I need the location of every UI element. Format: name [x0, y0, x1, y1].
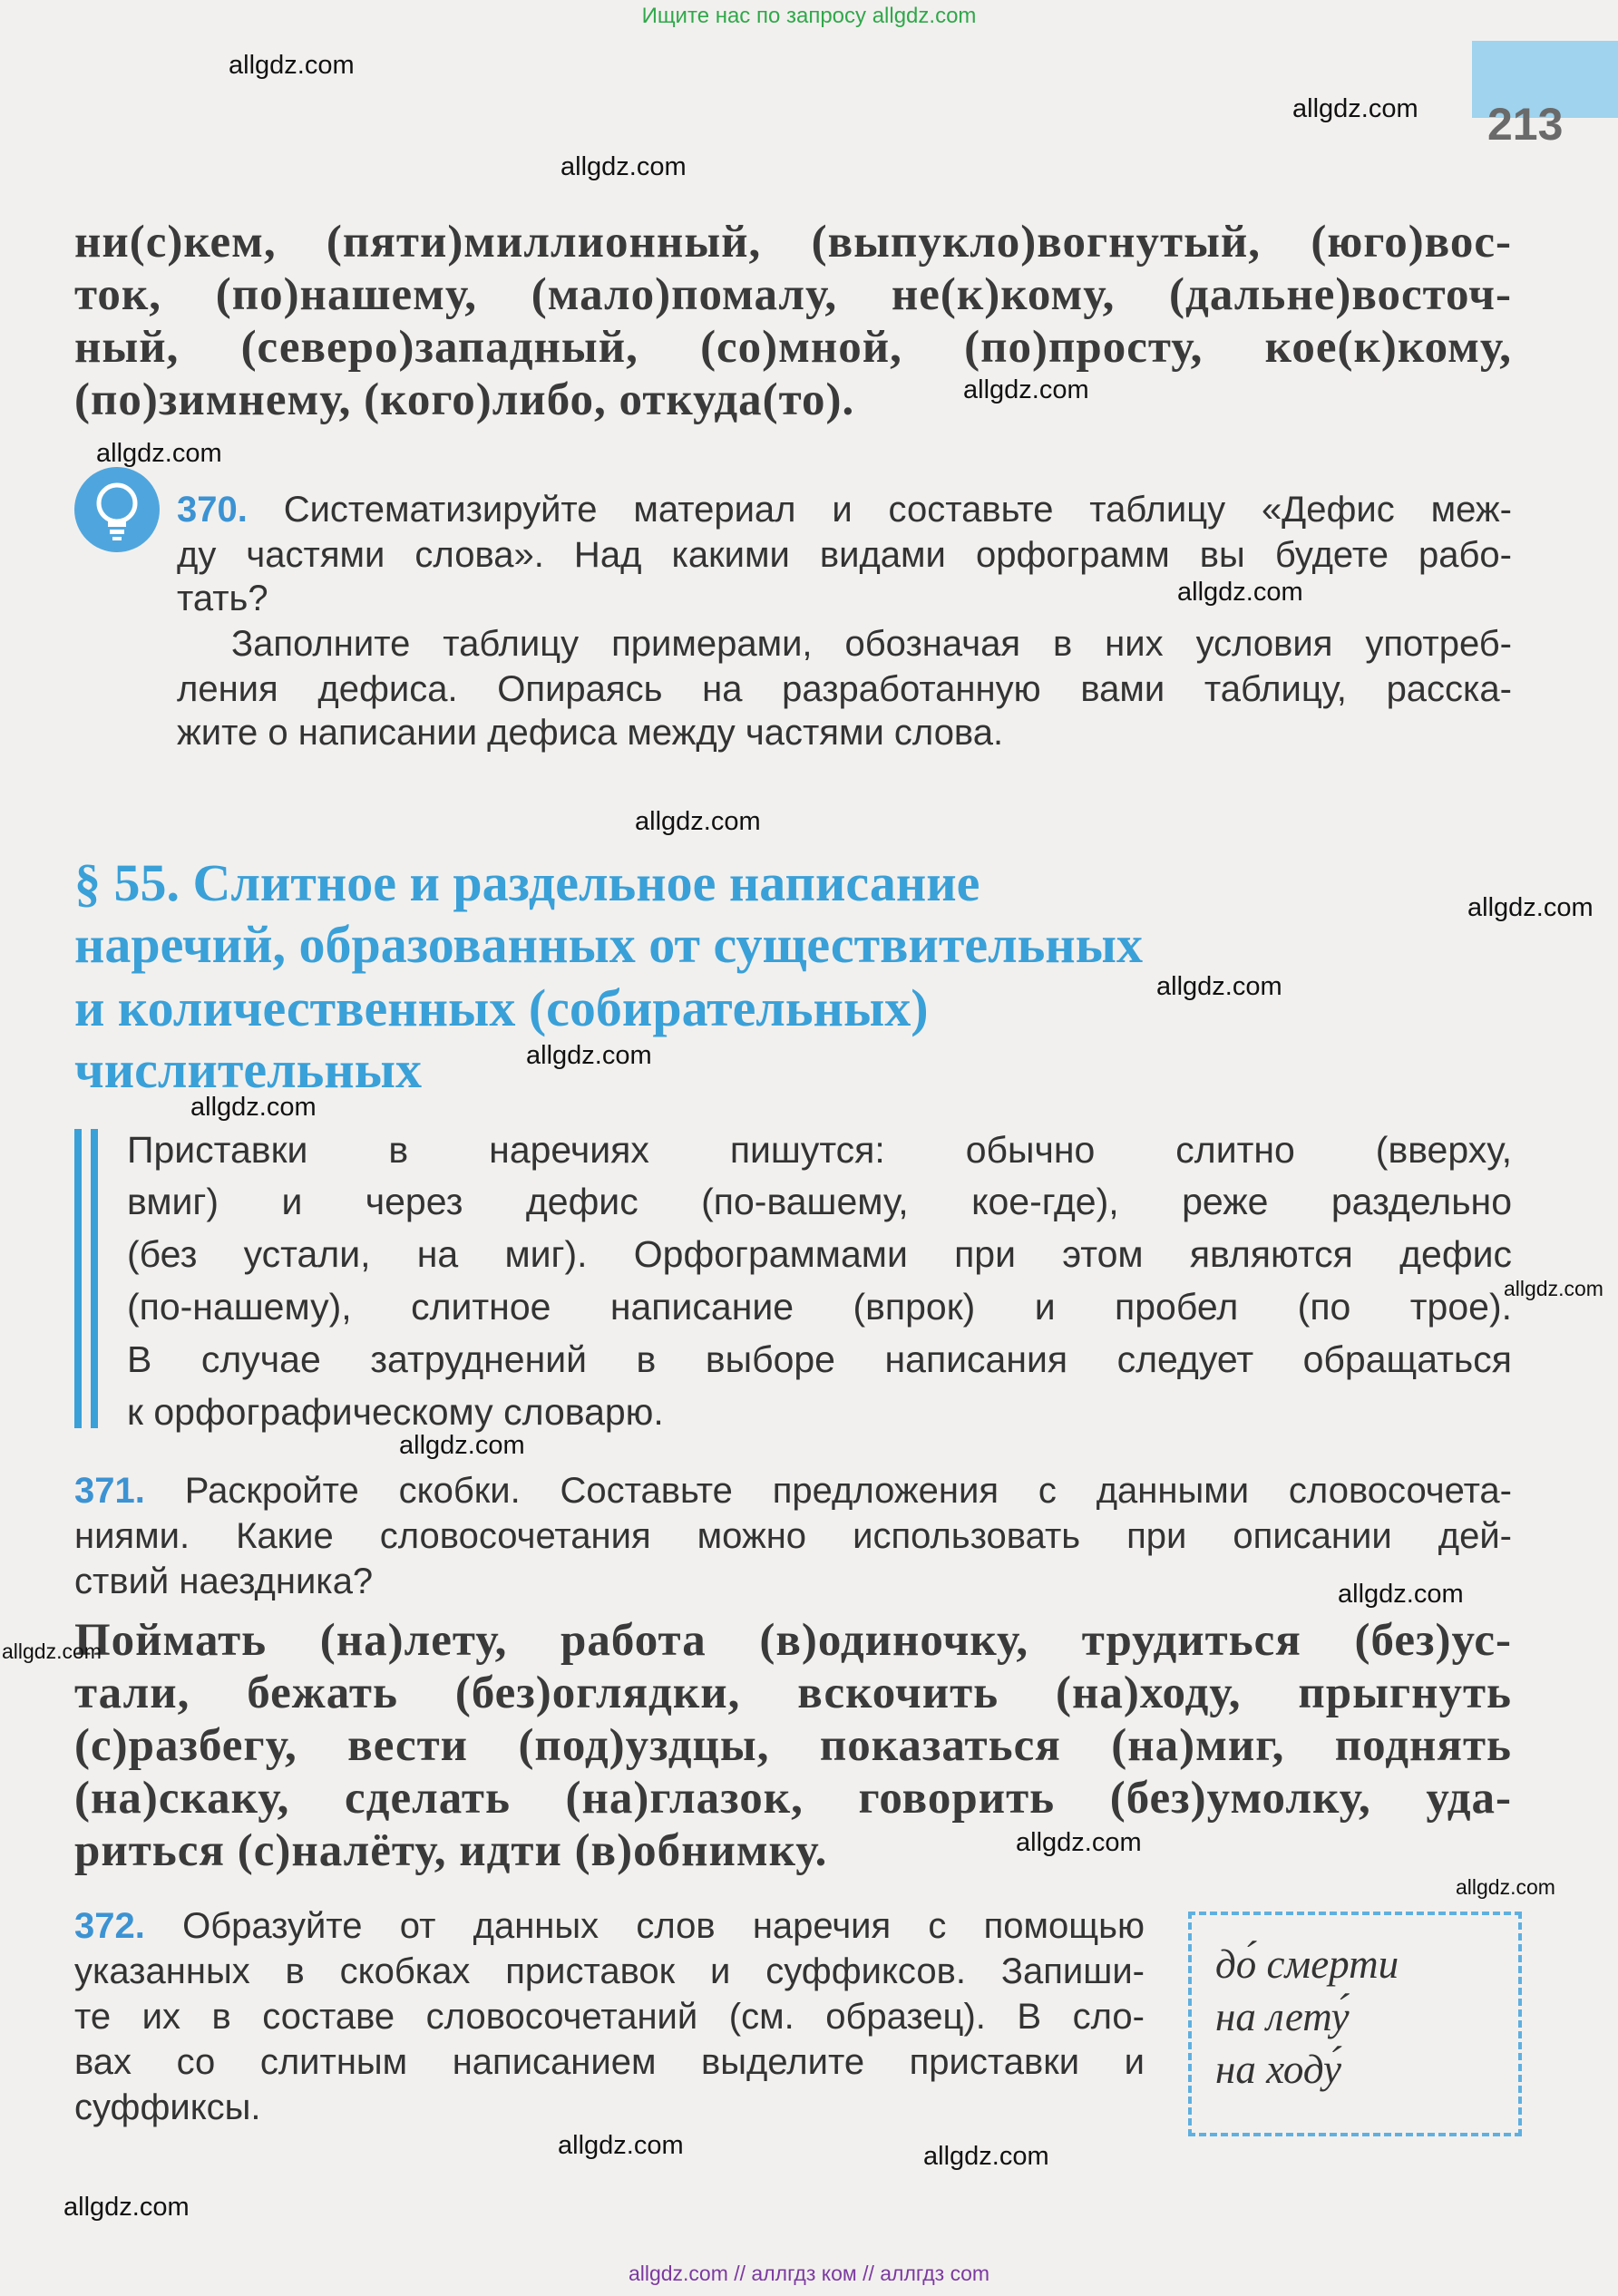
watermark: allgdz.com	[1456, 1875, 1555, 1899]
watermark: allgdz.com	[526, 1041, 652, 1070]
bottom-banner[interactable]: allgdz.com // аллгдз ком // аллгдз com	[628, 2262, 990, 2285]
section-heading-line-3: и количественных (собирательных)	[74, 978, 929, 1037]
prev-line-4: (по)зимнему, (кого)либо, откуда(то).	[74, 375, 855, 425]
ex371-line-3: ствий наездника?	[74, 1561, 374, 1601]
prev-line-1: ни(с)кем, (пяти)миллионный, (выпукло)вогнутый, (юго)вос-	[74, 217, 1512, 268]
rule-line-5: В случае затруднений в выборе написания следует обращаться	[127, 1338, 1512, 1380]
ex371-line-2: ниями. Какие словосочетания можно использовать при описании дей-	[74, 1516, 1512, 1556]
sample-line-1: до́ смерти	[1215, 1941, 1399, 1987]
ex371-words-4: (на)скаку, сделать (на)глазок, говорить (без)умолку, уда-	[74, 1773, 1512, 1824]
rule-line-2: вмиг) и через дефис (по-вашему, кое-где), реже раздельно	[127, 1181, 1512, 1222]
rule-line-6: к орфографическому словарю.	[127, 1391, 664, 1433]
watermark: allgdz.com	[963, 375, 1089, 404]
watermark: allgdz.com	[635, 807, 761, 836]
watermark: allgdz.com	[399, 1431, 525, 1460]
ex371-words-2: тали, бежать (без)оглядки, вскочить (на)ходу, прыгнуть	[74, 1668, 1512, 1718]
watermark: allgdz.com	[63, 2193, 190, 2222]
ex370-number: 370.	[177, 490, 248, 530]
rule-line-3: (без устали, на миг). Орфограммами при этом являются дефис	[127, 1233, 1512, 1275]
top-banner[interactable]: Ищите нас по запросу allgdz.com	[641, 4, 977, 28]
watermark: allgdz.com	[558, 2131, 684, 2160]
ex371-line-1: 371. Раскройте скобки. Составьте предложения с данными словосочета-	[74, 1471, 1512, 1511]
rule-line-4: (по-нашему), слитное написание (впрок) и пробел (по трое).	[127, 1286, 1512, 1328]
ex370-line-1: 370. Систематизируйте материал и составьте таблицу «Дефис меж-	[177, 490, 1512, 530]
rule-bar-right	[91, 1129, 98, 1428]
watermark: allgdz.com	[1156, 972, 1282, 1001]
watermark: allgdz.com	[1292, 94, 1418, 123]
section-heading-line-4: числительных	[74, 1040, 422, 1099]
section-heading-line-2: наречий, образованных от существительных	[74, 915, 1143, 974]
watermark: allgdz.com	[96, 439, 222, 468]
watermark: allgdz.com	[1016, 1828, 1142, 1857]
watermark: allgdz.com	[1338, 1580, 1464, 1609]
ex372-line-1: 372. Образуйте от данных слов наречия с помощью	[74, 1906, 1145, 1946]
ex371-words-3: (с)разбегу, вести (под)уздцы, показаться (на)миг, поднять	[74, 1720, 1512, 1771]
watermark: allgdz.com	[923, 2142, 1049, 2171]
rule-line-1: Приставки в наречиях пишутся: обычно слитно (вверху,	[127, 1129, 1512, 1171]
watermark: allgdz.com	[1177, 578, 1303, 607]
watermark: allgdz.com	[2, 1639, 102, 1663]
ex372-line-4: вах со слитным написанием выделите приставки и	[74, 2042, 1145, 2082]
ex371-words-1: Поймать (на)лету, работа (в)одиночку, трудиться (без)ус-	[74, 1615, 1512, 1666]
ex370-line-2: ду частями слова». Над какими видами орфограмм вы будете рабо-	[177, 535, 1512, 575]
lightbulb-icon	[74, 467, 160, 552]
prev-line-2: ток, (по)нашему, (мало)помалу, не(к)кому, (дальне)восточ-	[74, 269, 1512, 320]
section-heading-line-1: § 55. Слитное и раздельное написание	[74, 853, 980, 912]
ex370-line-4: Заполните таблицу примерами, обозначая в них условия употреб-	[231, 624, 1512, 664]
watermark: allgdz.com	[1467, 893, 1594, 922]
sample-line-2: на лету́	[1215, 1994, 1350, 2039]
ex370-line-6: жите о написании дефиса между частями слова.	[177, 713, 1004, 753]
page-number: 213	[1487, 99, 1564, 150]
prev-line-3: ный, (северо)западный, (со)мной, (по)просту, кое(к)кому,	[74, 322, 1512, 373]
ex372-line-2: указанных в скобках приставок и суффиксов. Запиши-	[74, 1951, 1145, 1991]
ex372-line-3: те их в составе словосочетаний (см. образец). В сло-	[74, 1997, 1145, 2037]
ex372-number: 372.	[74, 1906, 145, 1946]
ex372-line-5: суффиксы.	[74, 2087, 261, 2127]
rule-bar-left	[74, 1129, 82, 1428]
watermark: allgdz.com	[560, 152, 687, 181]
sample-line-3: на ходу́	[1215, 2047, 1341, 2092]
ex370-line-5: ления дефиса. Опираясь на разработанную вами таблицу, расска-	[177, 669, 1512, 709]
watermark: allgdz.com	[229, 51, 355, 80]
ex371-words-5: риться (с)налёту, идти (в)обнимку.	[74, 1825, 828, 1876]
watermark: allgdz.com	[190, 1093, 317, 1122]
ex370-line-3: тать?	[177, 579, 268, 618]
watermark: allgdz.com	[1504, 1277, 1603, 1300]
ex371-number: 371.	[74, 1471, 145, 1511]
